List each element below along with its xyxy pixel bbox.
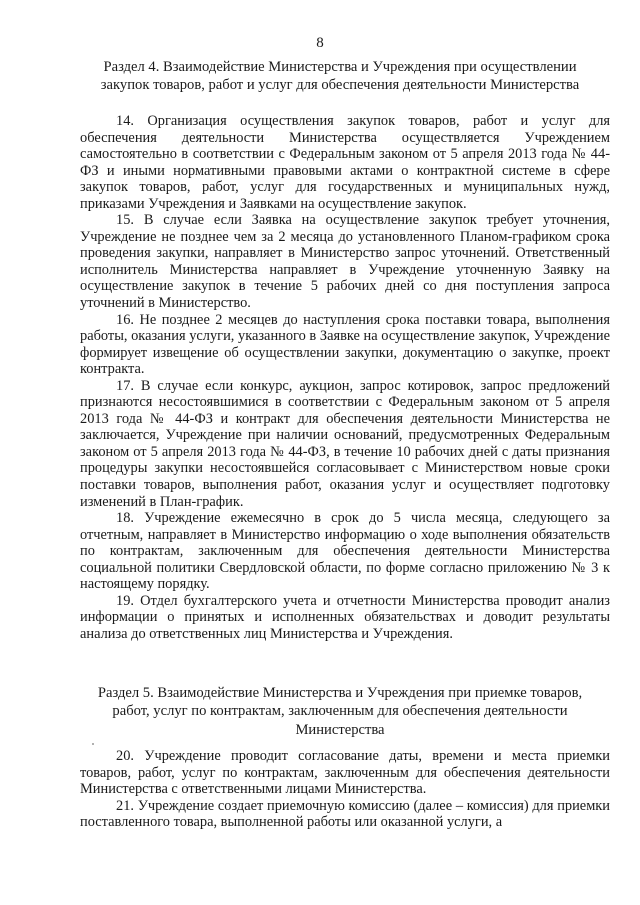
- paragraph-18: 18. Учреждение ежемесячно в срок до 5 числа месяца, следующего за отчетным, направляет в Министерство информацию о ходе выполнения обязательств по контрактам, заключенным для обеспечения деятельности Министерства социальной политики Свердловской области, по форме согласно приложению № 3 к настоящему порядку.: [80, 510, 610, 593]
- paragraph-21: 21. Учреждение создает приемочную комиссию (далее – комиссия) для приемки поставленного товара, выполненной работы или оказанной услуги, а: [80, 797, 610, 831]
- paragraph-17: 17. В случае если конкурс, аукцион, запрос котировок, запрос предложений признаются несостоявшимися в соответствии с Федеральным законом от 5 апреля 2013 года № 44-ФЗ и контракт для обеспечения деятельности Министерства не заключается, Учреждение при наличии оснований, предусмотренных Федеральным законом от 5 апреля 2013 года № 44-ФЗ, в течение 10 рабочих дней с даты признания процедуры закупки несостоявшейся согласовывает с Министерством новые сроки поставки товаров, выполнения работ, оказания услуг и осуществляет подготовку изменений в План-график.: [80, 377, 610, 510]
- scan-speck: [92, 743, 94, 745]
- page-number: 8: [316, 35, 324, 51]
- paragraph-19: 19. Отдел бухгалтерского учета и отчетности Министерства проводит анализ информации о принятых и исполненных обязательствах и доводит результаты анализа до ответственных лиц Министерства и Учреждения.: [80, 592, 610, 642]
- section-4-heading: Раздел 4. Взаимодействие Министерства и Учреждения при осуществлении закупок товаров, работ и услуг для обеспечения деятельности Министерства: [100, 59, 580, 94]
- section-5-body: [80, 748, 610, 831]
- section-5-heading: Раздел 5. Взаимодействие Министерства и Учреждения при приемке товаров, работ, услуг по контрактам, заключенным для обеспечения деятельности Министерства: [97, 685, 583, 738]
- paragraph-15: 15. В случае если Заявка на осуществление закупок требует уточнения, Учреждение не позднее чем за 2 месяца до установленного Планом-графиком срока проведения закупки, направляет в Министерство запрос уточнений. Ответственный исполнитель Министерства направляет в Учреждение уточненную Заявку на осуществление закупок в течение 5 рабочих дней со дня поступления запроса уточнений в Министерство.: [80, 212, 610, 312]
- paragraph-16: 16. Не позднее 2 месяцев до наступления срока поставки товара, выполнения работы, оказания услуги, указанного в Заявке на осуществление закупок, Учреждение формирует извещение об осуществлении закупки, документацию о закупке, проект контракта.: [80, 311, 610, 378]
- paragraph-14: 14. Организация осуществления закупок товаров, работ и услуг для обеспечения деятельности Министерства осуществляется Учреждением самостоятельно в соответствии с Федеральным законом от 5 апреля 2013 года № 44-ФЗ и иными нормативными правовыми актами о контрактной системе в сфере закупок товаров, работ, услуг для государственных и муниципальных нужд, приказами Учреждения и Заявками на осуществление закупок.: [80, 113, 610, 212]
- paragraph-20: 20. Учреждение проводит согласование даты, времени и места приемки товаров, работ, услуг по контрактам, заключенным для обеспечения деятельности Министерства с ответственными лицами Министерства.: [80, 748, 610, 798]
- section-4-body: [80, 113, 610, 643]
